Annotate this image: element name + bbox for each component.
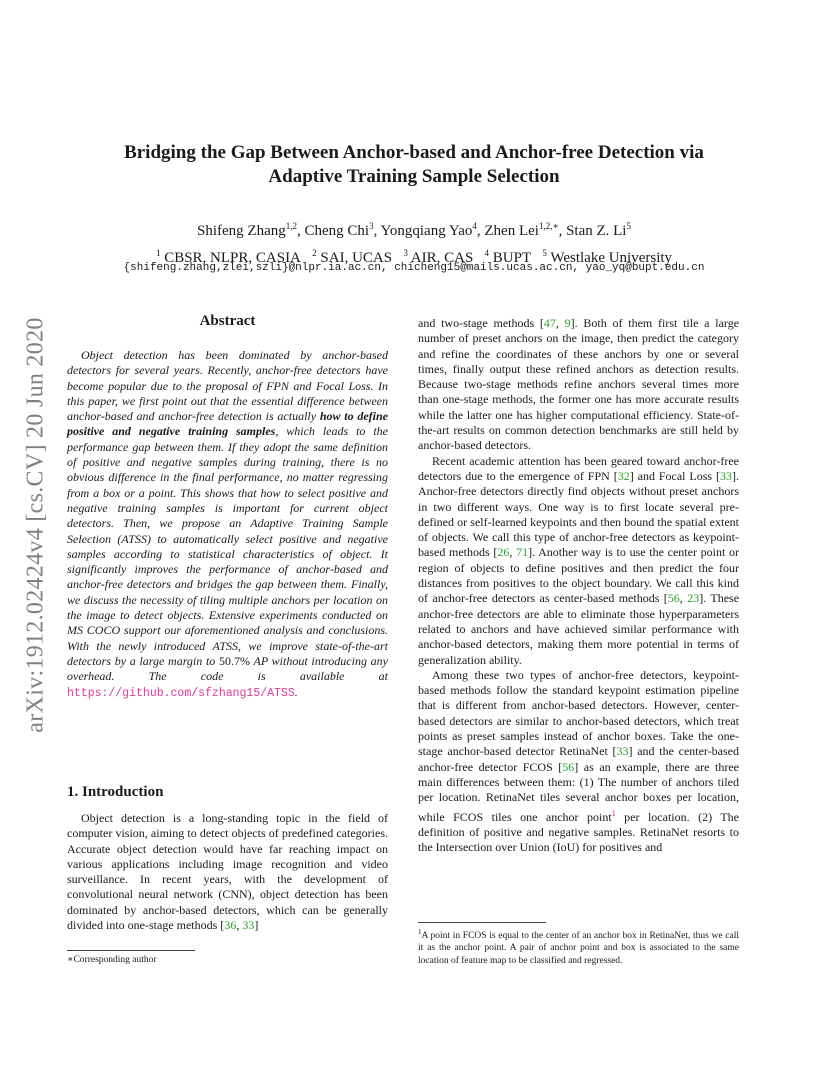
citation-link[interactable]: 9 xyxy=(564,316,571,330)
paper-title xyxy=(60,141,768,189)
citation-link[interactable]: 56 xyxy=(667,591,680,606)
citation-link[interactable]: 36 xyxy=(224,918,237,933)
citation-link[interactable]: 33 xyxy=(720,468,732,483)
abstract-heading: Abstract xyxy=(199,313,256,329)
affiliation: $^1$ CBSR, NLPR, CASIA xyxy=(155,248,301,266)
citation-link[interactable]: 47 xyxy=(543,316,556,330)
arxiv-identifier-text: arXiv:1912.02424v4 [cs.CV] 20 Jun 2020 xyxy=(22,317,49,733)
author: Yongqiang Yao$^4$, xyxy=(380,221,485,239)
code-url-link[interactable]: https://github.com/sfzhang15/ATSS xyxy=(67,686,295,700)
citation-link[interactable]: 33 xyxy=(616,744,629,759)
citation-link[interactable]: 23 xyxy=(687,591,700,606)
citation-link[interactable]: 33 xyxy=(242,918,255,933)
affiliation: $^2$ SAI, UCAS xyxy=(312,248,393,266)
abstract-paragraph: Object detection has been dominated by anchor-based detectors for several years. Recently, anchor-free detectors have become popular due to the proposal of FPN and Focal Loss. In this paper, we first point out that the essential difference between anchor-based and anchor-free detection is actually how to define positive and negative training samples, which leads to the performance gap between them. If they adopt the same definition of positive and negative samples during training, there is no obvious difference in the final performance, no matter regressing from a box or a point. This shows that how to select positive and negative training samples is important for current object detectors. Then, we propose an Adaptive Training Sample Selection (ATSS) to automatically select positive and negative samples according to statistical characteristics of object. It significantly improves the performance of anchor-based and anchor-free detectors and bridges the gap between them. Finally, we discuss the necessity of tiling multiple anchors per location on the image to detect objects. Extensive experiments conducted on MS COCO support our aforementioned analysis and conclusions. With the newly introduced ATSS, we improve state-of-the-art detectors by a large margin to 50.7% AP without introducing any overhead. The code is available at https://github.com/sfzhang15/ATSS. xyxy=(67,348,388,700)
citation-link[interactable]: 32 xyxy=(617,468,630,483)
right-column-body xyxy=(418,316,739,855)
title-line-2: Adaptive Training Sample Selection xyxy=(268,166,560,187)
author: Stan Z. Li$^5$ xyxy=(566,221,631,239)
author-list xyxy=(60,215,768,242)
right-paragraph-3: Among these two types of anchor-free detectors, keypoint-based methods follow the standard keypoint estimation pipeline that is different from anchor-based detectors. However, center-based detectors are similar to anchor-based detectors, which treat points as preset samples instead of anchor boxes. Take the one-stage anchor-based detector RetinaNet [33] and the center-based anchor-free detector FCOS [56] as an example, there are three main differences between them: (1) The number of anchors tiled per location. RetinaNet tiles several anchor boxes per location, while FCOS tiles one anchor point$^1$ per location. (2) The definition of positive and negative samples. RetinaNet resorts to the Intersection over Union (IoU) for positives and xyxy=(418,667,740,855)
author-block xyxy=(60,215,768,269)
introduction-body xyxy=(67,811,388,933)
footnote-rule-right xyxy=(418,922,546,923)
citation-link[interactable]: 56 xyxy=(562,759,575,774)
author: Shifeng Zhang$^{1,2}$, xyxy=(197,221,305,239)
citation-link[interactable]: 26 xyxy=(497,545,510,560)
affiliation: $^5$ Westlake University xyxy=(542,248,673,266)
right-paragraph-2: Recent academic attention has been geared toward anchor-free detectors due to the emergence of FPN [32] and Focal Loss [33]. Anchor-free detectors directly find objects without preset anchors in two different ways. One way is to first locate several pre-defined or self-learned keypoints and then bound the spatial extent of objects. We call this type of anchor-free detectors as keypoint-based methods [26, 71]. Another way is to use the center point or region of objects to define positives and then predict the four distances from positives to the object boundary. We call this kind of anchor-free detectors as center-based methods [56, 23]. These anchor-free detectors are able to eliminate those hyperparameters related to anchors and have achieved similar performance with anchor-based detectors, making them more potential in terms of generalization ability. xyxy=(418,453,740,667)
affiliation: $^4$ BUPT xyxy=(484,248,532,266)
ap-value: 50.7% xyxy=(219,653,251,668)
footnote-corresponding-author: ∗Corresponding author xyxy=(67,955,157,965)
abstract-body xyxy=(67,348,388,701)
abstract-emphasis: how to define positive and negative training samples xyxy=(67,409,388,439)
author: Zhen Lei$^{1,2,∗}$, xyxy=(484,221,567,239)
citation-link[interactable]: 71 xyxy=(516,545,529,560)
footnote-anchor-point: $^1$A point in FCOS is equal to the center of an anchor box in RetinaNet, thus we call it as the anchor point. A pair of anchor point and box is associated to the same location of feature map to be classified and regressed. xyxy=(418,928,739,966)
author-emails: {shifeng.zhang,zlei,szli}@nlpr.ia.ac.cn, chicheng15@mails.ucas.ac.cn, yao_yq@bupt.edu.cn xyxy=(123,262,705,274)
author: Cheng Chi$^3$, xyxy=(304,221,381,239)
introduction-heading: 1. Introduction xyxy=(67,784,164,800)
introduction-paragraph: Object detection is a long-standing topic in the field of computer vision, aiming to detect objects of predefined categories. Accurate object detection would have far reaching impact on various applications including image recognition and video surveillance. In recent years, with the development of convolutional neural network (CNN), object detection has been dominated by anchor-based detectors, which can be generally divided into one-stage methods [36, 33] xyxy=(67,811,388,933)
arxiv-identifier-stamp xyxy=(20,290,52,760)
footnote-marker-link[interactable]: 1 xyxy=(611,808,616,818)
title-line-1: Bridging the Gap Between Anchor-based and Anchor-free Detection via xyxy=(124,142,704,163)
footnote-number: 1 xyxy=(418,928,422,936)
footnote-rule-left xyxy=(67,950,195,951)
affiliation: $^3$ AIR, CAS xyxy=(403,248,474,266)
right-paragraph-1: and two-stage methods [47, 9]. Both of them first tile a large number of preset anchors on the image, then predict the category and refine the coordinates of these anchors by one or several times, finally output these refined anchors as detection results. Because two-stage methods refine anchors several times more than one-stage methods, the former one has more accurate results while the latter one has higher computational efficiency. State-of-the-art results on common detection benchmarks are still held by anchor-based detectors. xyxy=(418,316,740,453)
